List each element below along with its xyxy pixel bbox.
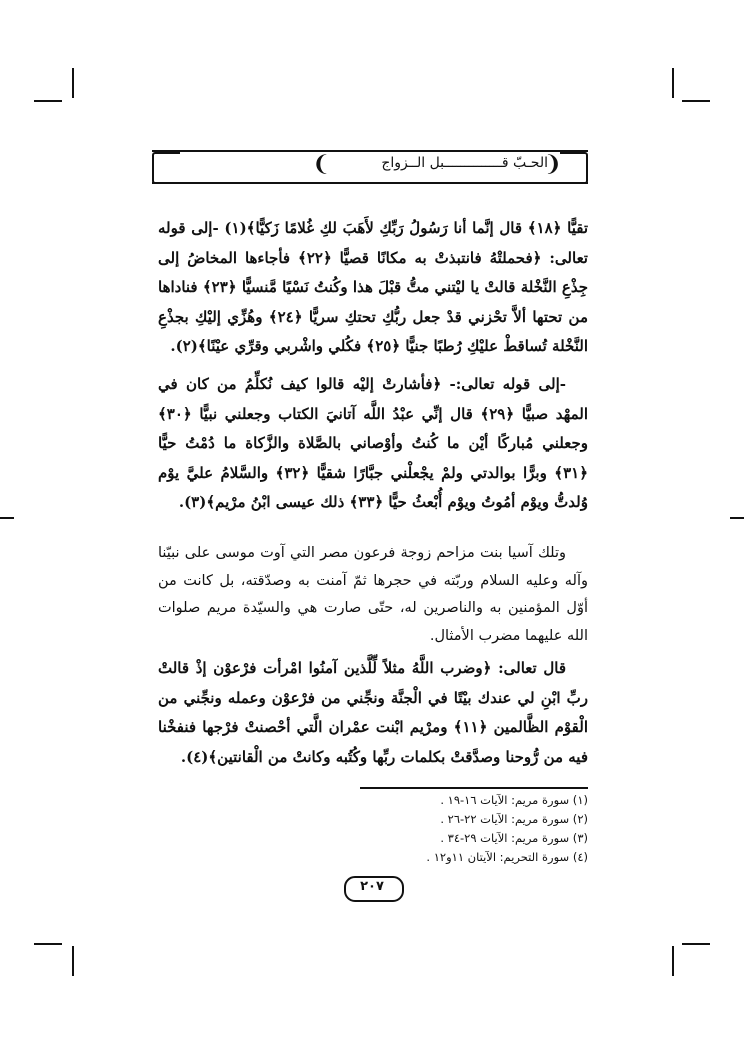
page-number-box xyxy=(336,876,408,900)
crop-mark xyxy=(34,100,62,102)
crop-mark xyxy=(682,100,710,102)
footnote-divider xyxy=(360,787,588,789)
crop-mark xyxy=(34,943,62,945)
header-title: الحـبّ قــــــــــــــبل الــزواج xyxy=(381,155,548,171)
crop-mark xyxy=(672,68,674,98)
paragraph-quran-3: قال تعالى: ﴿وضرب اللَّهُ مثلاً لِّلَّذين آمنُوا امْرأت فرْعوْن إذْ قالتْ ربِّ ابْنِ لي عندك بيْتًا في الْجنَّة ونجِّني من فرْعوْن وعمله ونجِّني من الْقوْم الظَّالمين ﴿١١﴾ ومرْيم ابْنت عمْران الَّتي أحْصنتْ فرْجها فنفخْنا فيه من رُّوحنا وصدَّقتْ بكلمات ربِّها وكُتُبه وكانتْ من الْقانتين﴾(٤). xyxy=(158,659,588,766)
footnote-2: (٢) سورة مريم: الآيات ٢٢-٢٦ . xyxy=(440,812,588,826)
crop-mark xyxy=(672,946,674,976)
crop-mark xyxy=(682,943,710,945)
header-box-right xyxy=(560,152,588,184)
crop-mark xyxy=(72,946,74,976)
paragraph-quran-2: -إلى قوله تعالى:- ﴿فأشارتْ إليْه قالوا كيف نُكلِّمُ من كان في المهْد صبيًّا ﴿٢٩﴾ قال إنِّي عبْدُ اللَّه آتانيَ الكتاب وجعلني نبيًّا ﴿٣٠﴾ وجعلني مُباركًا أيْن ما كُنتُ وأوْصاني بالصَّلاة والزَّكاة ما دُمْتُ حيًّا ﴿٣١﴾ وبرًّا بوالدتي ولمْ يجْعلْني جبَّارًا شقيًّا ﴿٣٢﴾ والسَّلامُ عليَّ يوْم وُلدتُّ ويوْم أمُوتُ ويوْم أُبْعثُ حيًّا ﴿٣٣﴾ ذلك عيسى ابْنُ مرْيم﴾(٣). xyxy=(158,375,589,511)
paragraph-prose: وتلك آسيا بنت مزاحم زوجة فرعون مصر التي آوت موسى على نبيّنا وآله وعليه السلام وربّته في حجرها ثمّ آمنت به وصدّقته، بل كانت من أوّل المؤمنين به والناصرين له، حتّى صارت هي والسيّدة مريم صلوات الله عليهما مضرب الأمثال. xyxy=(158,545,588,644)
running-header: ❩ ❨ الحـبّ قــــــــــــــبل الــزواج xyxy=(152,150,588,184)
footnote-4: (٤) سورة التحريم: الآيتان ١١و١٢ . xyxy=(426,850,588,864)
crop-mark xyxy=(730,517,744,519)
crop-mark xyxy=(0,517,14,519)
paragraph-quran-1: تقيًّا ﴿١٨﴾ قال إنَّما أنا رَسُولُ رَبِّكِ لأَهَبَ لكِ غُلامًا زَكيًّا﴾(١) -إلى قوله تعالى: ﴿فحملتْهُ فانتبذتْ به مكانًا قصيًّا ﴿٢٢﴾ فأجاءها المخاضُ إلى جِذْعِ النَّخْلة قالتْ يا ليْتني متُّ قبْلَ هذا وكُنتُ نَسْيًا مَّنسيًّا ﴿٢٣﴾ فناداها من تحتها ألاَّ تحْزني قدْ جعل ربُّكِ تحتكِ سريًّا ﴿٢٤﴾ وهُزِّي إليْكِ بجذْعِ النَّخْلة تُساقطْ عليْكِ رُطبًا جنيًّا ﴿٢٥﴾ فكُلي واشْربي وقرِّي عيْنًا﴾(٢). xyxy=(158,219,589,355)
header-box-left xyxy=(152,152,180,184)
page-number: ٢٠٧ xyxy=(360,879,384,894)
footnote-1: (١) سورة مريم: الآيات ١٦-١٩ . xyxy=(440,793,588,807)
footnote-3: (٣) سورة مريم: الآيات ٢٩-٣٤ . xyxy=(440,831,588,845)
crop-mark xyxy=(72,68,74,98)
